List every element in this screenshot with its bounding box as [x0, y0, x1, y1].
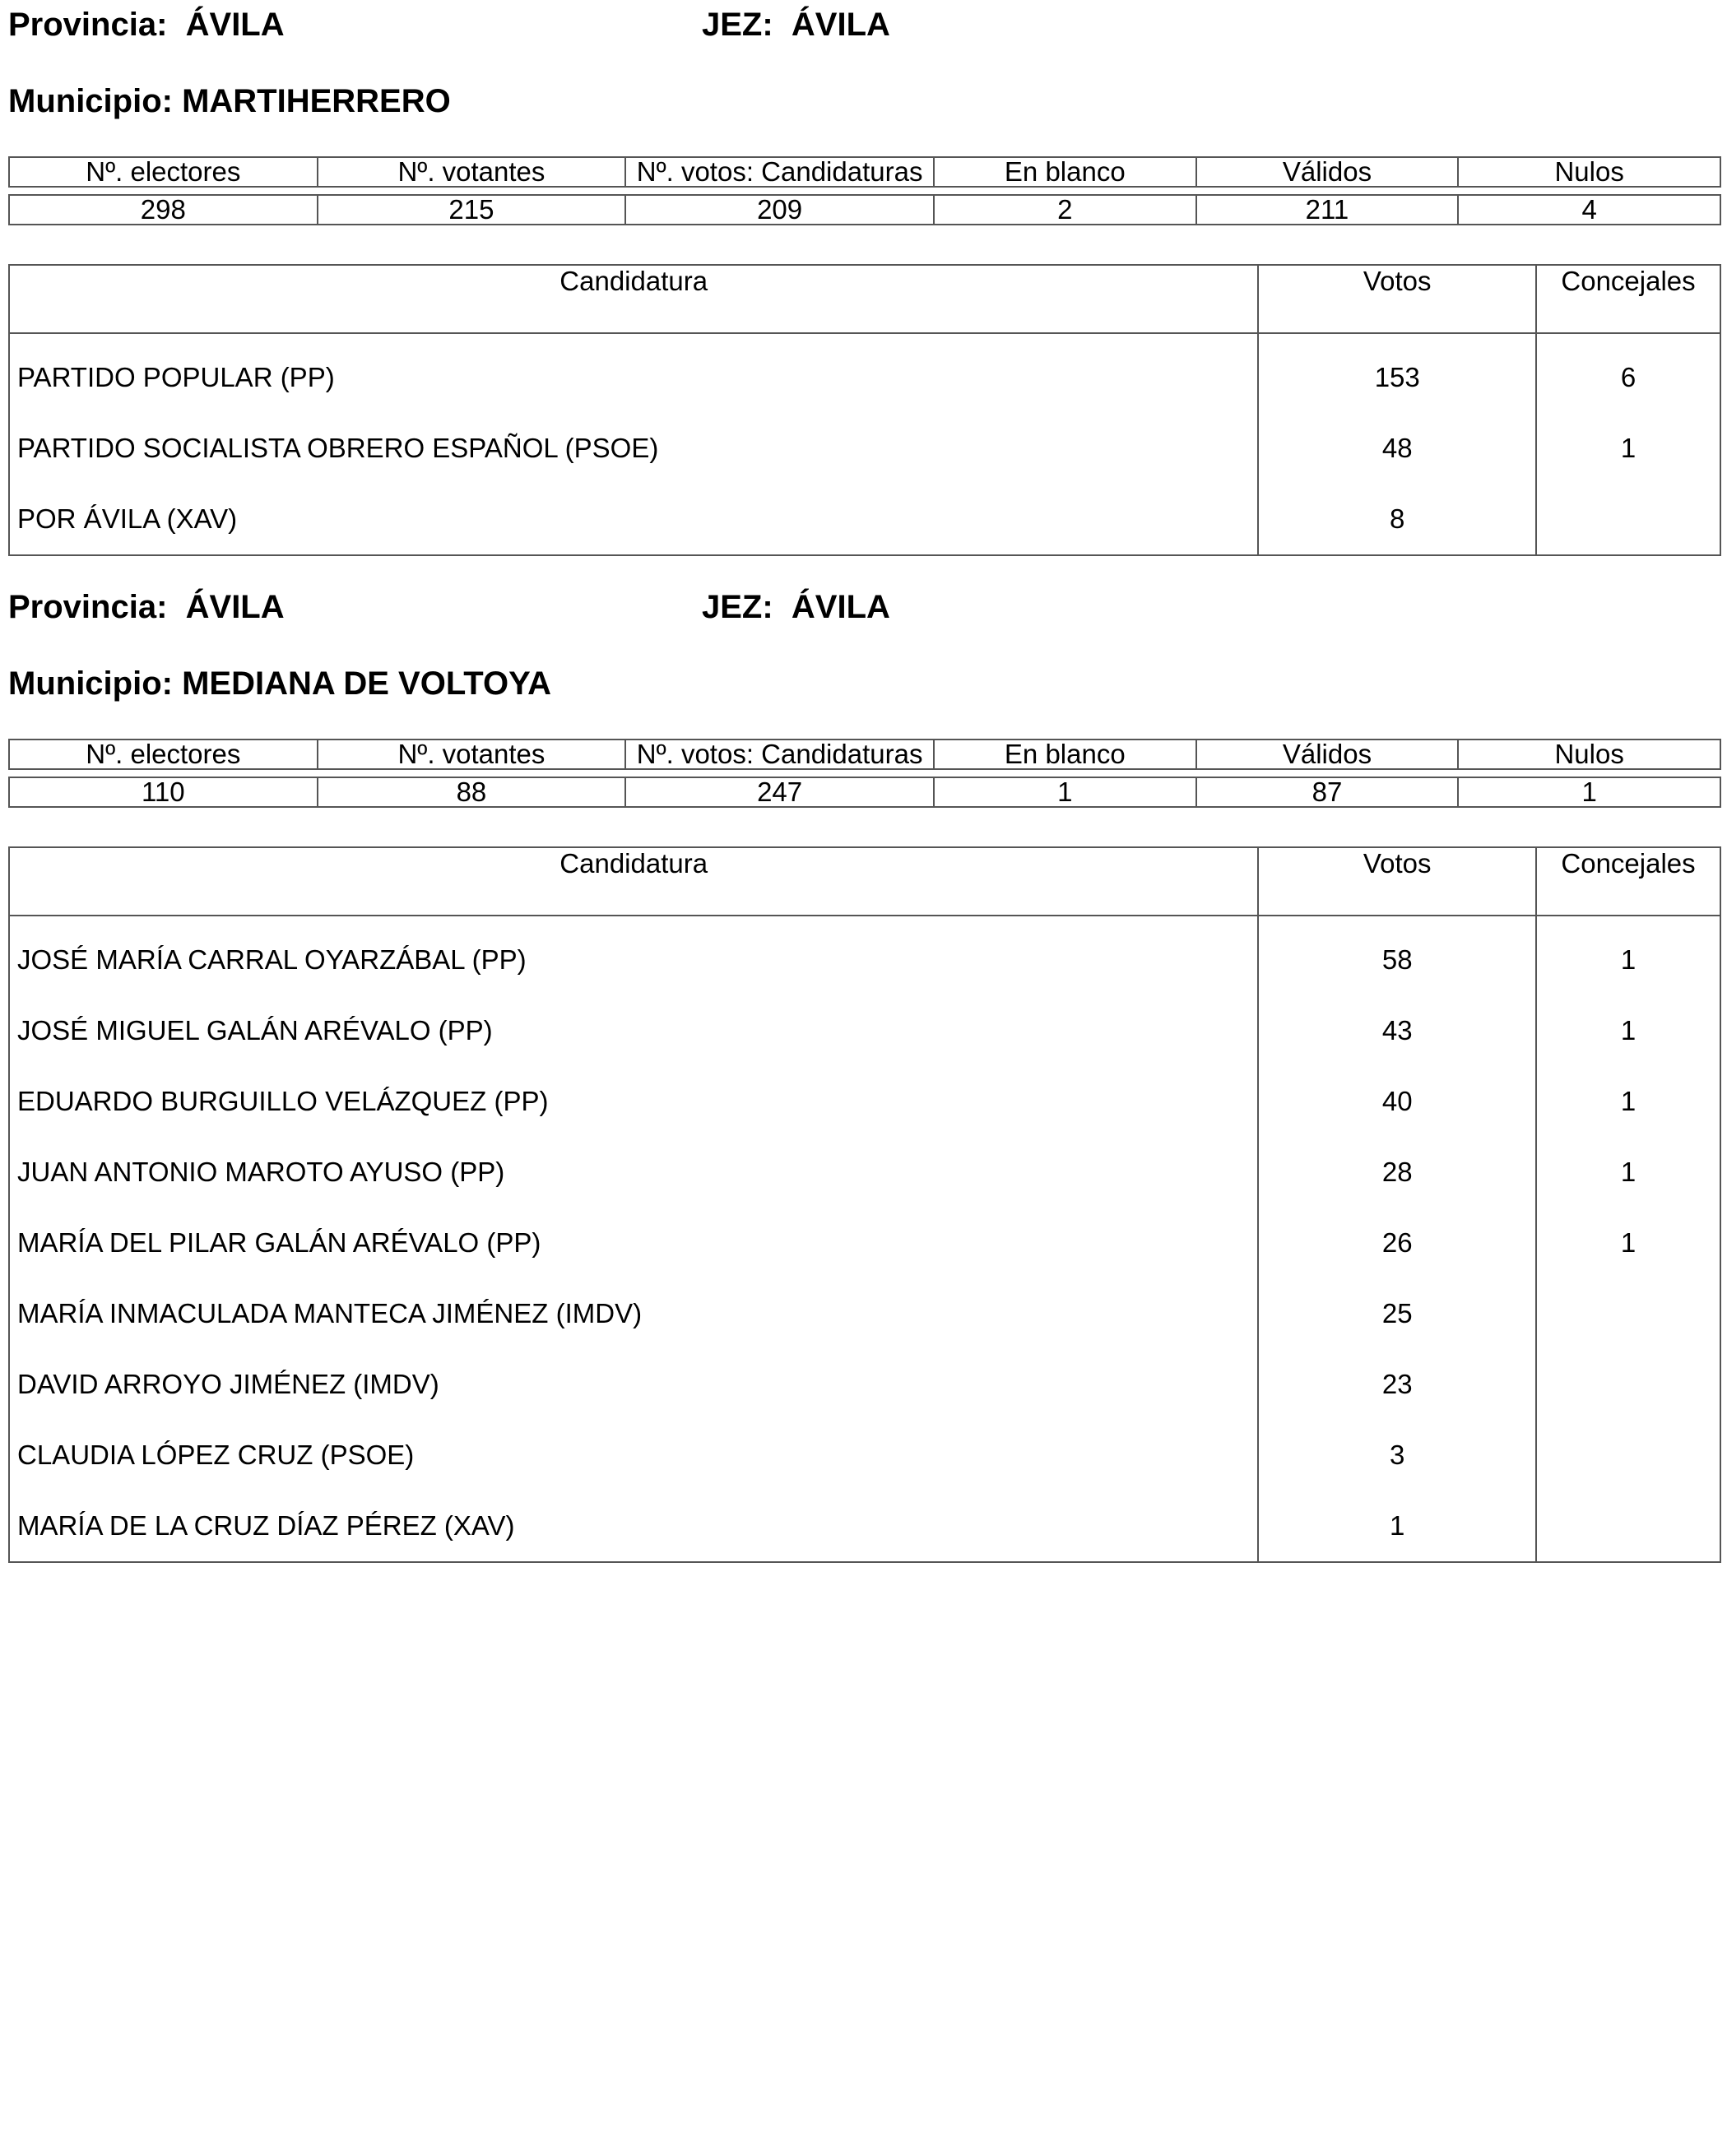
- summary-value-cell: 87: [1196, 777, 1459, 807]
- summary-header-row: [9, 740, 1720, 769]
- header-candidatura: Candidatura: [9, 265, 1258, 333]
- candidatura-cell: JOSÉ MIGUEL GALÁN ARÉVALO (PP): [17, 1015, 493, 1046]
- concejales-cell: 1: [1536, 916, 1720, 995]
- summary-value-cell: 209: [625, 195, 934, 225]
- concejales-cell: [1536, 1420, 1720, 1491]
- summary-value-cell: 211: [1196, 195, 1459, 225]
- candidatura-cell: DAVID ARROYO JIMÉNEZ (IMDV): [17, 1369, 439, 1399]
- summary-value-cell: 4: [1458, 195, 1720, 225]
- table-row: [9, 1420, 1720, 1491]
- summary-table: [8, 156, 1721, 225]
- provincia-heading: Provincia: ÁVILA: [8, 589, 285, 625]
- summary-header-cell: Nulos: [1458, 157, 1720, 187]
- concejales-cell: [1536, 1349, 1720, 1420]
- results-table: [8, 264, 1721, 556]
- header-concejales: Concejales: [1536, 265, 1720, 333]
- votos-cell: 28: [1258, 1137, 1536, 1208]
- header-candidatura: Candidatura: [9, 847, 1258, 916]
- votos-cell: 40: [1258, 1066, 1536, 1137]
- summary-header-cell: Válidos: [1196, 157, 1459, 187]
- summary-value-cell: 247: [625, 777, 934, 807]
- table-row: [9, 1491, 1720, 1562]
- summary-header-cell: Nº. electores: [9, 157, 318, 187]
- concejales-cell: 1: [1536, 995, 1720, 1066]
- summary-header-cell: Nº. votantes: [318, 157, 626, 187]
- summary-values-row: [9, 777, 1720, 807]
- votos-cell: 3: [1258, 1420, 1536, 1491]
- table-row: [9, 1208, 1720, 1278]
- concejales-cell: 1: [1536, 1066, 1720, 1137]
- header-concejales: Concejales: [1536, 847, 1720, 916]
- summary-header-cell: Nº. electores: [9, 740, 318, 769]
- concejales-cell: 1: [1536, 1137, 1720, 1208]
- votos-cell: 23: [1258, 1349, 1536, 1420]
- table-row: [9, 484, 1720, 555]
- table-row: [9, 1137, 1720, 1208]
- summary-header-row: [9, 157, 1720, 187]
- votos-cell: 58: [1258, 916, 1536, 995]
- concejales-cell: [1536, 484, 1720, 555]
- results-table: [8, 846, 1721, 1563]
- header-votos: Votos: [1258, 847, 1536, 916]
- table-row: [9, 1278, 1720, 1349]
- summary-header-cell: Nº. votos: Candidaturas: [625, 740, 934, 769]
- provincia-heading: Provincia: ÁVILA: [8, 7, 285, 43]
- votos-cell: 25: [1258, 1278, 1536, 1349]
- summary-header-cell: En blanco: [934, 157, 1196, 187]
- concejales-cell: [1536, 1491, 1720, 1562]
- votos-cell: 48: [1258, 413, 1536, 484]
- candidatura-cell: MARÍA DEL PILAR GALÁN ARÉVALO (PP): [17, 1227, 541, 1258]
- concejales-cell: 1: [1536, 1208, 1720, 1278]
- candidatura-cell: MARÍA INMACULADA MANTECA JIMÉNEZ (IMDV): [17, 1298, 643, 1328]
- table-row: [9, 1349, 1720, 1420]
- summary-value-cell: 110: [9, 777, 318, 807]
- candidatura-cell: PARTIDO POPULAR (PP): [17, 362, 335, 392]
- summary-value-cell: 298: [9, 195, 318, 225]
- votos-cell: 153: [1258, 333, 1536, 413]
- concejales-cell: 1: [1536, 413, 1720, 484]
- votos-cell: 43: [1258, 995, 1536, 1066]
- summary-table: [8, 739, 1721, 808]
- concejales-cell: [1536, 1278, 1720, 1349]
- summary-value-cell: 1: [934, 777, 1196, 807]
- summary-header-cell: Nulos: [1458, 740, 1720, 769]
- summary-header-cell: En blanco: [934, 740, 1196, 769]
- summary-header-cell: Válidos: [1196, 740, 1459, 769]
- candidatura-cell: MARÍA DE LA CRUZ DÍAZ PÉREZ (XAV): [17, 1510, 515, 1541]
- municipio-heading: Municipio: MARTIHERRERO: [8, 83, 451, 119]
- candidatura-cell: JOSÉ MARÍA CARRAL OYARZÁBAL (PP): [17, 944, 527, 975]
- header-votos: Votos: [1258, 265, 1536, 333]
- jez-heading: JEZ: ÁVILA: [702, 7, 890, 43]
- summary-value-cell: 1: [1458, 777, 1720, 807]
- table-row: [9, 333, 1720, 413]
- table-row: [9, 1066, 1720, 1137]
- summary-header-cell: Nº. votantes: [318, 740, 626, 769]
- table-row: [9, 413, 1720, 484]
- municipio-heading: Municipio: MEDIANA DE VOLTOYA: [8, 665, 552, 702]
- concejales-cell: 6: [1536, 333, 1720, 413]
- table-row: [9, 916, 1720, 995]
- summary-header-cell: Nº. votos: Candidaturas: [625, 157, 934, 187]
- summary-values-row: [9, 195, 1720, 225]
- results-header-row: [9, 265, 1720, 333]
- candidatura-cell: JUAN ANTONIO MAROTO AYUSO (PP): [17, 1157, 505, 1187]
- candidatura-cell: PARTIDO SOCIALISTA OBRERO ESPAÑOL (PSOE): [17, 433, 659, 463]
- results-header-row: [9, 847, 1720, 916]
- votos-cell: 26: [1258, 1208, 1536, 1278]
- candidatura-cell: CLAUDIA LÓPEZ CRUZ (PSOE): [17, 1440, 415, 1470]
- summary-value-cell: 215: [318, 195, 626, 225]
- table-row: [9, 995, 1720, 1066]
- candidatura-cell: EDUARDO BURGUILLO VELÁZQUEZ (PP): [17, 1086, 549, 1116]
- jez-heading: JEZ: ÁVILA: [702, 589, 890, 625]
- summary-value-cell: 88: [318, 777, 626, 807]
- summary-value-cell: 2: [934, 195, 1196, 225]
- votos-cell: 1: [1258, 1491, 1536, 1562]
- votos-cell: 8: [1258, 484, 1536, 555]
- candidatura-cell: POR ÁVILA (XAV): [17, 503, 238, 534]
